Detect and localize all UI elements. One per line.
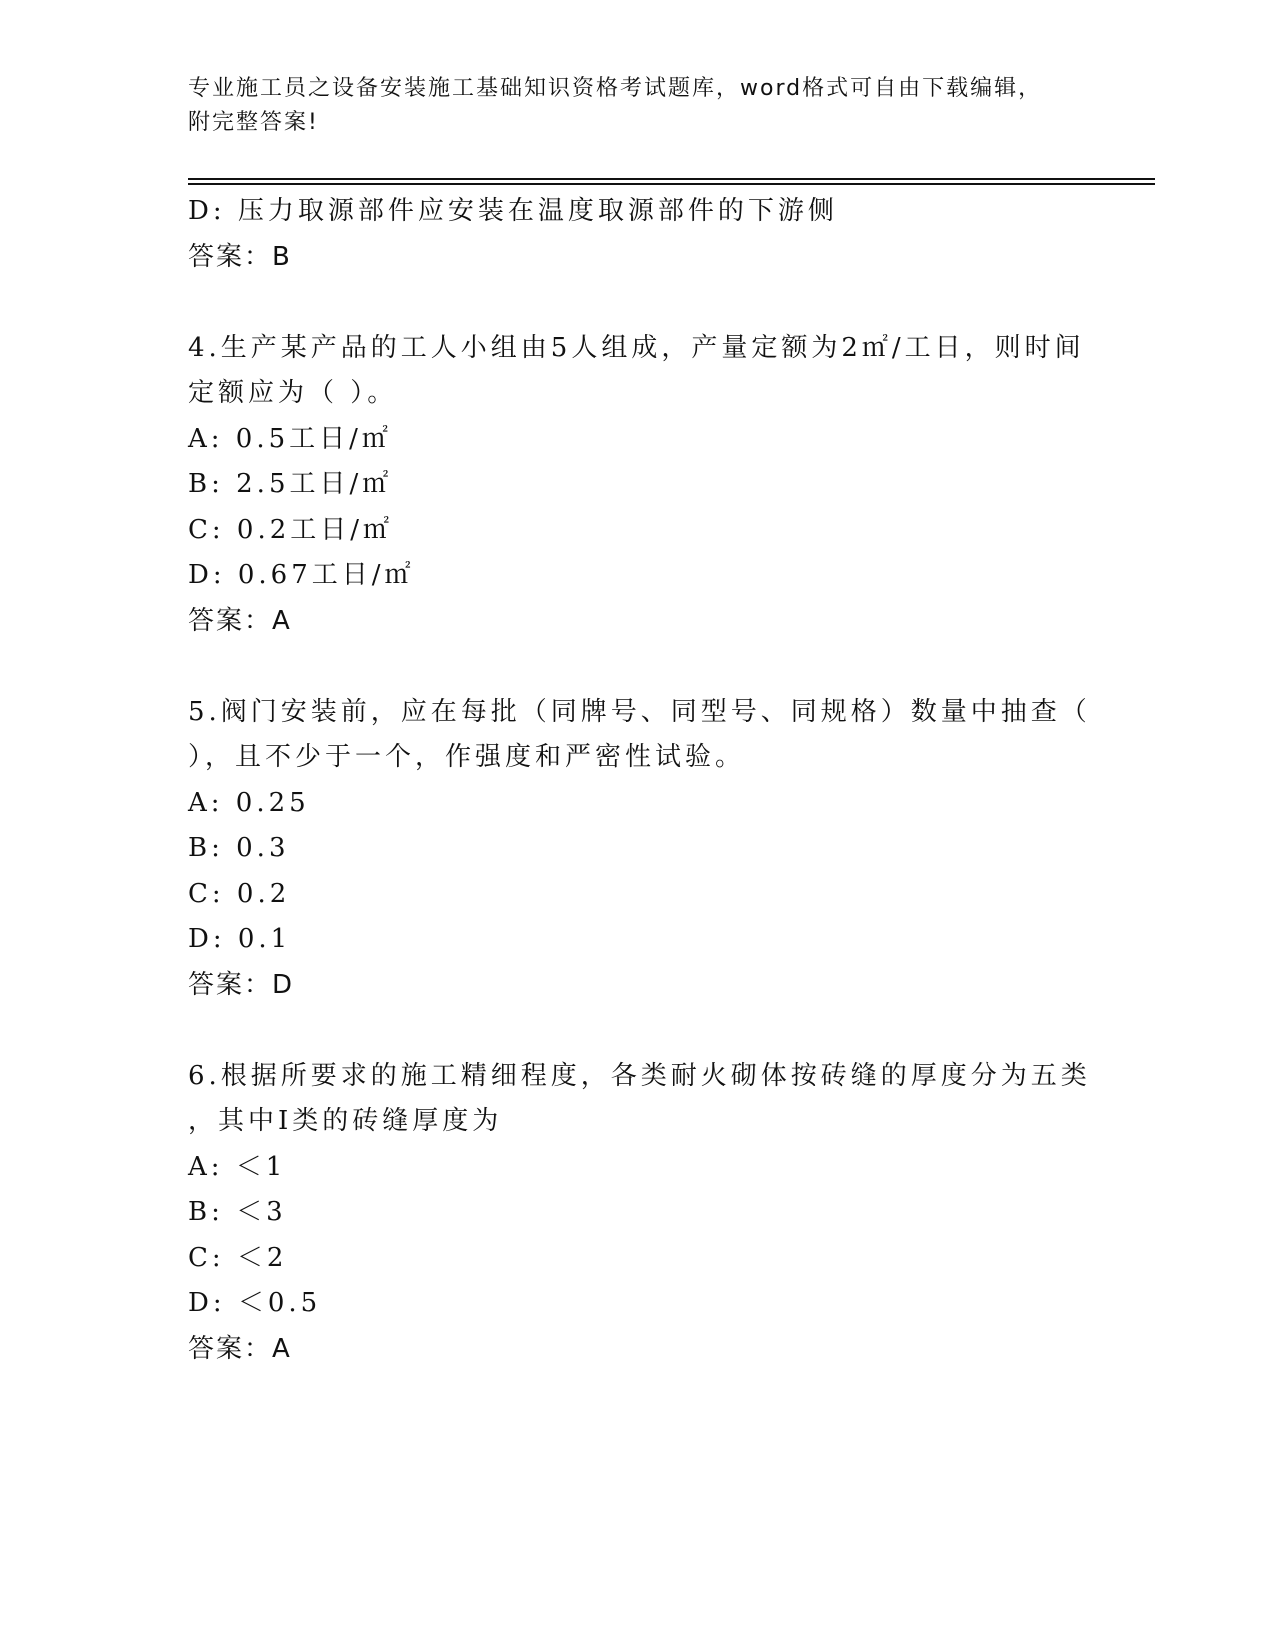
- answer-line: 答案：B: [188, 241, 292, 272]
- question-5: [188, 690, 1091, 1009]
- question-stem: 4.生产某产品的工人小组由5人组成，产量定额为2㎡/工日，则时间: [188, 332, 1085, 363]
- option-d: D: 压力取源部件应安装在温度取源部件的下游侧: [188, 196, 838, 226]
- header-line-2: 附完整答案!: [188, 110, 319, 135]
- option-a: A: ＜1: [188, 1151, 287, 1182]
- answer-line: 答案：A: [188, 605, 292, 636]
- header-line-1: 专业施工员之设备安装施工基础知识资格考试题库，word格式可自由下载编辑，: [188, 76, 1043, 101]
- document-header: [188, 72, 1088, 140]
- question-stem: 5.阀门安装前，应在每批（同牌号、同型号、同规格）数量中抽查（: [188, 696, 1091, 727]
- question-stem: 6.根据所要求的施工精细程度，各类耐火砌体按砖缝的厚度分为五类: [188, 1060, 1091, 1091]
- header-divider-bottom: [188, 183, 1155, 185]
- question-stem: ，其中I类的砖缝厚度为: [188, 1106, 503, 1136]
- spacer: [188, 280, 1088, 326]
- option-c: C: 0.2工日/㎡: [188, 514, 394, 545]
- option-a: A: 0.25: [188, 787, 310, 818]
- question-stem: 定额应为（ ）。: [188, 378, 398, 408]
- option-d: D: 0.67工日/㎡: [188, 560, 415, 590]
- previous-question-tail: [188, 189, 1088, 280]
- question-4: [188, 326, 1088, 645]
- question-content: [188, 189, 1091, 1372]
- question-stem: ），且不少于一个，作强度和严密性试验。: [188, 742, 746, 772]
- question-6: [188, 1054, 1091, 1373]
- option-c: C: ＜2: [188, 1242, 288, 1273]
- option-a: A: 0.5工日/㎡: [188, 423, 392, 454]
- option-b: B: 2.5工日/㎡: [188, 469, 393, 499]
- option-d: D: ＜0.5: [188, 1288, 322, 1318]
- option-d: D: 0.1: [188, 924, 292, 954]
- answer-line: 答案：A: [188, 1333, 292, 1364]
- option-b: B: ＜3: [188, 1197, 287, 1227]
- header-divider-top: [188, 178, 1155, 180]
- spacer: [188, 1008, 1088, 1054]
- option-c: C: 0.2: [188, 878, 291, 909]
- option-b: B: 0.3: [188, 833, 290, 863]
- spacer: [188, 644, 1088, 690]
- answer-line: 答案：D: [188, 969, 295, 1000]
